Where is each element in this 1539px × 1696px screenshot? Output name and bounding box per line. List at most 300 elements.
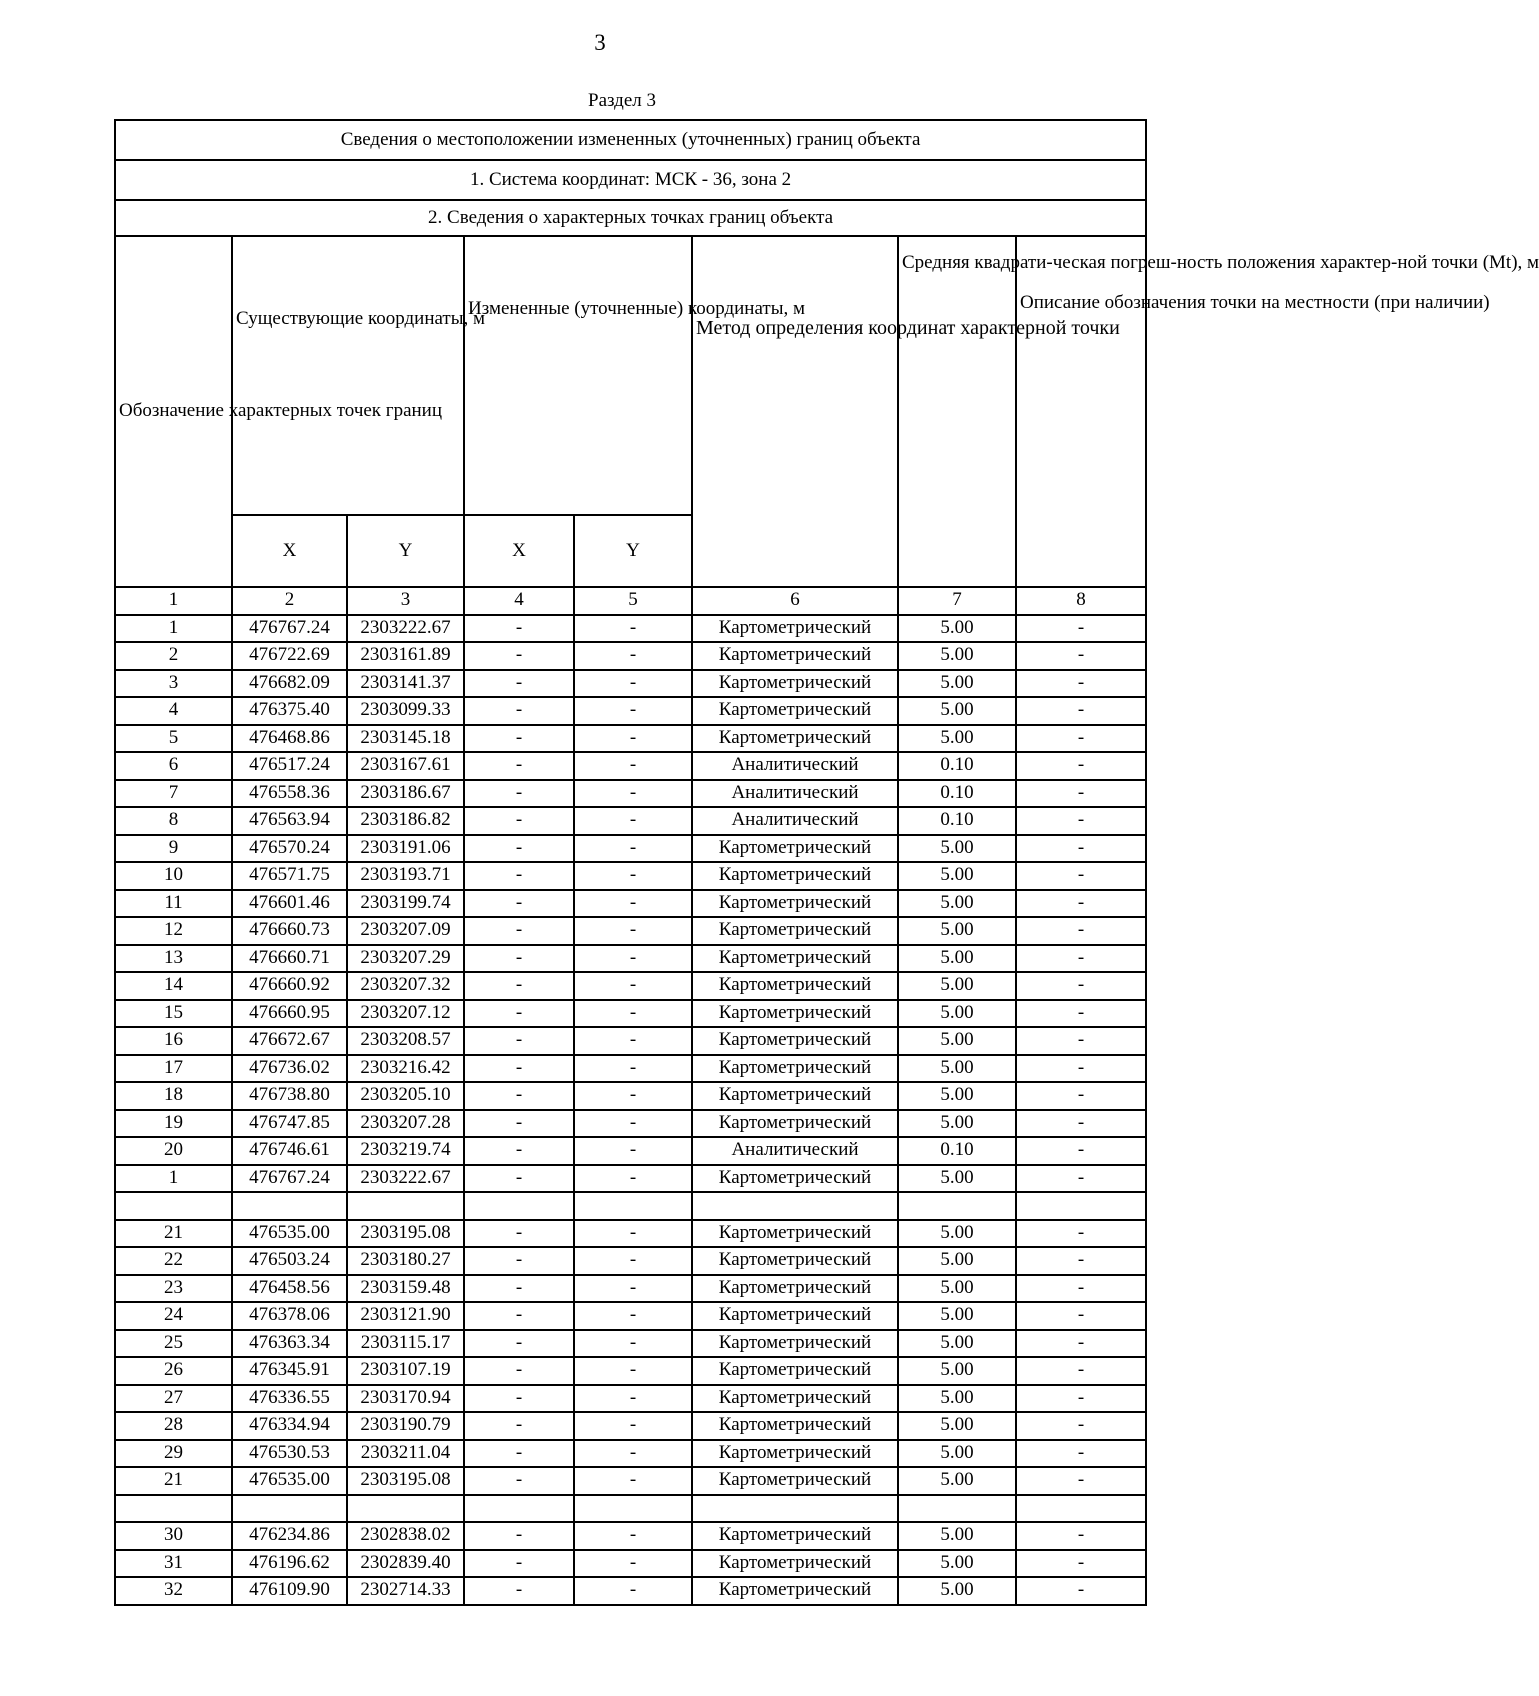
- method-cell: Картометрический: [692, 615, 898, 643]
- point-id-cell: 12: [115, 917, 232, 945]
- method-cell: Картометрический: [692, 1275, 898, 1303]
- method-cell: Аналитический: [692, 807, 898, 835]
- method-cell: Картометрический: [692, 642, 898, 670]
- description-cell: -: [1016, 1110, 1146, 1138]
- existing-y-cell: 2303167.61: [347, 752, 464, 780]
- header-row-1: [115, 236, 1146, 515]
- rms-error-cell: 5.00: [898, 1440, 1016, 1468]
- table-row: [115, 697, 1146, 725]
- table-row: [115, 1275, 1146, 1303]
- column-number: 1: [115, 587, 232, 615]
- changed-x-cell: -: [464, 1385, 574, 1413]
- changed-x-cell: -: [464, 972, 574, 1000]
- point-id-cell: 17: [115, 1055, 232, 1083]
- point-id-cell: 6: [115, 752, 232, 780]
- description-cell: -: [1016, 1467, 1146, 1495]
- point-id-cell: 20: [115, 1137, 232, 1165]
- point-id-cell: 25: [115, 1330, 232, 1358]
- changed-y-cell: -: [574, 917, 692, 945]
- column-number: 5: [574, 587, 692, 615]
- changed-y-cell: -: [574, 1000, 692, 1028]
- rms-error-cell: 5.00: [898, 1412, 1016, 1440]
- rms-error-cell: 5.00: [898, 1467, 1016, 1495]
- changed-x-cell: -: [464, 917, 574, 945]
- existing-x-cell: 476558.36: [232, 780, 347, 808]
- existing-y-cell: 2302839.40: [347, 1550, 464, 1578]
- changed-y-cell: -: [574, 615, 692, 643]
- changed-x-cell: -: [464, 1082, 574, 1110]
- method-cell: Картометрический: [692, 670, 898, 698]
- method-cell: Аналитический: [692, 752, 898, 780]
- method-cell: Картометрический: [692, 1550, 898, 1578]
- rms-error-cell: 5.00: [898, 1082, 1016, 1110]
- description-cell: -: [1016, 1027, 1146, 1055]
- existing-y-cell: 2303099.33: [347, 697, 464, 725]
- existing-y-cell: 2303145.18: [347, 725, 464, 753]
- rms-error-cell: 0.10: [898, 807, 1016, 835]
- existing-y-cell: 2303207.09: [347, 917, 464, 945]
- method-cell: Картометрический: [692, 1440, 898, 1468]
- existing-y-cell: 2303180.27: [347, 1247, 464, 1275]
- table-row: [115, 1302, 1146, 1330]
- existing-y-cell: 2303195.08: [347, 1467, 464, 1495]
- existing-x-cell: 476722.69: [232, 642, 347, 670]
- existing-y-cell: 2303115.17: [347, 1330, 464, 1358]
- table-row: [115, 1357, 1146, 1385]
- rms-error-cell: 5.00: [898, 1027, 1016, 1055]
- changed-x-cell: -: [464, 1440, 574, 1468]
- existing-x-cell: 476535.00: [232, 1220, 347, 1248]
- changed-x-cell: -: [464, 890, 574, 918]
- existing-x-cell: 476378.06: [232, 1302, 347, 1330]
- existing-x-cell: 476767.24: [232, 1165, 347, 1193]
- rms-error-cell: 5.00: [898, 835, 1016, 863]
- existing-y-cell: 2303121.90: [347, 1302, 464, 1330]
- changed-x-cell: -: [464, 1412, 574, 1440]
- existing-y-cell: 2303193.71: [347, 862, 464, 890]
- method-cell: Картометрический: [692, 1055, 898, 1083]
- existing-x-cell: 476334.94: [232, 1412, 347, 1440]
- method-cell: Картометрический: [692, 1165, 898, 1193]
- existing-y-cell: 2303205.10: [347, 1082, 464, 1110]
- header-changed-y: Y: [574, 515, 692, 587]
- method-cell: Картометрический: [692, 697, 898, 725]
- description-cell: -: [1016, 1412, 1146, 1440]
- method-cell: Картометрический: [692, 1247, 898, 1275]
- description-cell: [1016, 1495, 1146, 1523]
- existing-y-cell: 2303191.06: [347, 835, 464, 863]
- method-cell: Картометрический: [692, 1330, 898, 1358]
- changed-x-cell: -: [464, 615, 574, 643]
- point-id-cell: 4: [115, 697, 232, 725]
- existing-x-cell: 476660.92: [232, 972, 347, 1000]
- table-row: [115, 1137, 1146, 1165]
- existing-x-cell: 476234.86: [232, 1522, 347, 1550]
- rms-error-cell: 5.00: [898, 1055, 1016, 1083]
- point-id-cell: 5: [115, 725, 232, 753]
- method-cell: [692, 1495, 898, 1523]
- column-number: 3: [347, 587, 464, 615]
- point-id-cell: 16: [115, 1027, 232, 1055]
- rms-error-cell: 5.00: [898, 642, 1016, 670]
- existing-y-cell: 2303222.67: [347, 615, 464, 643]
- point-id-cell: 31: [115, 1550, 232, 1578]
- description-cell: -: [1016, 890, 1146, 918]
- description-cell: -: [1016, 1082, 1146, 1110]
- changed-y-cell: -: [574, 1357, 692, 1385]
- changed-x-cell: -: [464, 1577, 574, 1605]
- existing-x-cell: 476738.80: [232, 1082, 347, 1110]
- point-id-cell: 10: [115, 862, 232, 890]
- table-row: [115, 725, 1146, 753]
- rms-error-cell: 5.00: [898, 1110, 1016, 1138]
- point-id-cell: 9: [115, 835, 232, 863]
- changed-x-cell: -: [464, 642, 574, 670]
- existing-y-cell: 2303195.08: [347, 1220, 464, 1248]
- method-cell: Картометрический: [692, 1412, 898, 1440]
- point-id-cell: 32: [115, 1577, 232, 1605]
- existing-x-cell: 476571.75: [232, 862, 347, 890]
- changed-y-cell: -: [574, 752, 692, 780]
- existing-x-cell: 476601.46: [232, 890, 347, 918]
- changed-x-cell: -: [464, 862, 574, 890]
- existing-y-cell: 2303219.74: [347, 1137, 464, 1165]
- point-id-cell: 19: [115, 1110, 232, 1138]
- rms-error-cell: 5.00: [898, 1275, 1016, 1303]
- point-id-cell: 23: [115, 1275, 232, 1303]
- table-row: [115, 1247, 1146, 1275]
- existing-x-cell: 476660.71: [232, 945, 347, 973]
- changed-x-cell: -: [464, 1550, 574, 1578]
- method-cell: Картометрический: [692, 1577, 898, 1605]
- changed-x-cell: -: [464, 1357, 574, 1385]
- changed-x-cell: -: [464, 1137, 574, 1165]
- rms-error-cell: 5.00: [898, 890, 1016, 918]
- rms-error-cell: 5.00: [898, 1220, 1016, 1248]
- existing-y-cell: 2303216.42: [347, 1055, 464, 1083]
- page-number: 3: [594, 30, 606, 55]
- rms-error-cell: 5.00: [898, 1330, 1016, 1358]
- description-cell: -: [1016, 917, 1146, 945]
- existing-y-cell: 2303207.29: [347, 945, 464, 973]
- method-cell: Аналитический: [692, 1137, 898, 1165]
- existing-y-cell: 2303107.19: [347, 1357, 464, 1385]
- header-existing-coords: Существующие координаты, м: [232, 236, 464, 515]
- rms-error-cell: 5.00: [898, 1577, 1016, 1605]
- rms-error-cell: 5.00: [898, 1550, 1016, 1578]
- rms-error-cell: 5.00: [898, 1247, 1016, 1275]
- changed-y-cell: -: [574, 1247, 692, 1275]
- changed-y-cell: -: [574, 1467, 692, 1495]
- changed-y-cell: -: [574, 642, 692, 670]
- point-id-cell: 26: [115, 1357, 232, 1385]
- changed-y-cell: -: [574, 1165, 692, 1193]
- changed-y-cell: -: [574, 972, 692, 1000]
- existing-y-cell: 2303199.74: [347, 890, 464, 918]
- existing-x-cell: 476660.73: [232, 917, 347, 945]
- changed-y-cell: -: [574, 1275, 692, 1303]
- changed-y-cell: -: [574, 670, 692, 698]
- rms-error-cell: 5.00: [898, 972, 1016, 1000]
- changed-x-cell: -: [464, 780, 574, 808]
- table-row-separator: [115, 1192, 1146, 1220]
- changed-x-cell: -: [464, 1220, 574, 1248]
- existing-x-cell: 476503.24: [232, 1247, 347, 1275]
- rms-error-cell: 5.00: [898, 1357, 1016, 1385]
- changed-x-cell: -: [464, 1522, 574, 1550]
- points-header-row: [115, 200, 1146, 236]
- description-cell: -: [1016, 1577, 1146, 1605]
- description-cell: -: [1016, 1385, 1146, 1413]
- changed-x-cell: -: [464, 1247, 574, 1275]
- rms-error-cell: 5.00: [898, 945, 1016, 973]
- point-id-cell: 22: [115, 1247, 232, 1275]
- existing-x-cell: 476196.62: [232, 1550, 347, 1578]
- existing-y-cell: 2302714.33: [347, 1577, 464, 1605]
- existing-x-cell: 476746.61: [232, 1137, 347, 1165]
- existing-x-cell: 476363.34: [232, 1330, 347, 1358]
- changed-x-cell: -: [464, 1330, 574, 1358]
- table-row: [115, 1467, 1146, 1495]
- changed-y-cell: -: [574, 1385, 692, 1413]
- column-number-row: [115, 587, 1146, 615]
- table-row: [115, 780, 1146, 808]
- changed-x-cell: -: [464, 807, 574, 835]
- existing-x-cell: 476517.24: [232, 752, 347, 780]
- method-cell: Картометрический: [692, 945, 898, 973]
- point-id-cell: 30: [115, 1522, 232, 1550]
- rms-error-cell: 5.00: [898, 670, 1016, 698]
- table-row: [115, 945, 1146, 973]
- existing-x-cell: 476736.02: [232, 1055, 347, 1083]
- description-cell: -: [1016, 1357, 1146, 1385]
- header-point-designation: Обозначение характерных точек границ: [115, 236, 232, 587]
- changed-x-cell: -: [464, 1110, 574, 1138]
- changed-y-cell: -: [574, 1137, 692, 1165]
- changed-x-cell: -: [464, 1000, 574, 1028]
- existing-y-cell: 2303211.04: [347, 1440, 464, 1468]
- description-cell: [1016, 1192, 1146, 1220]
- changed-x-cell: -: [464, 670, 574, 698]
- existing-x-cell: 476563.94: [232, 807, 347, 835]
- changed-x-cell: -: [464, 1055, 574, 1083]
- changed-x-cell: -: [464, 752, 574, 780]
- point-id-cell: 27: [115, 1385, 232, 1413]
- rms-error-cell: 5.00: [898, 1165, 1016, 1193]
- table-row: [115, 835, 1146, 863]
- description-cell: -: [1016, 780, 1146, 808]
- changed-x-cell: [464, 1192, 574, 1220]
- point-id-cell: 24: [115, 1302, 232, 1330]
- changed-y-cell: -: [574, 807, 692, 835]
- changed-x-cell: -: [464, 725, 574, 753]
- changed-y-cell: -: [574, 945, 692, 973]
- existing-x-cell: 476336.55: [232, 1385, 347, 1413]
- existing-x-cell: 476747.85: [232, 1110, 347, 1138]
- changed-y-cell: -: [574, 725, 692, 753]
- existing-x-cell: 476767.24: [232, 615, 347, 643]
- header-point-description: Описание обозначения точки на местности (при наличии): [1016, 236, 1146, 587]
- changed-y-cell: -: [574, 1027, 692, 1055]
- table-title: Сведения о местоположении измененных (уточненных) границ объекта: [115, 120, 1146, 160]
- point-id-cell: 8: [115, 807, 232, 835]
- point-id-cell: 13: [115, 945, 232, 973]
- existing-y-cell: 2303141.37: [347, 670, 464, 698]
- changed-y-cell: -: [574, 1330, 692, 1358]
- description-cell: -: [1016, 1440, 1146, 1468]
- existing-y-cell: 2303190.79: [347, 1412, 464, 1440]
- coord-system-text: 1. Система координат: МСК - 36, зона 2: [115, 160, 1146, 200]
- table-row: [115, 1440, 1146, 1468]
- method-cell: Картометрический: [692, 862, 898, 890]
- rms-error-cell: 5.00: [898, 917, 1016, 945]
- method-cell: Аналитический: [692, 780, 898, 808]
- point-id-cell: 1: [115, 615, 232, 643]
- point-id-cell: 29: [115, 1440, 232, 1468]
- existing-x-cell: 476458.56: [232, 1275, 347, 1303]
- changed-y-cell: -: [574, 1440, 692, 1468]
- header-rms-error: Средняя квадрати-ческая погреш-ность положения характер-ной точки (Mt), м: [898, 236, 1016, 587]
- method-cell: Картометрический: [692, 1220, 898, 1248]
- existing-y-cell: 2303170.94: [347, 1385, 464, 1413]
- table-row: [115, 1055, 1146, 1083]
- column-number: 6: [692, 587, 898, 615]
- table-row: [115, 1000, 1146, 1028]
- method-cell: Картометрический: [692, 1110, 898, 1138]
- table-row: [115, 1412, 1146, 1440]
- changed-y-cell: [574, 1495, 692, 1523]
- existing-x-cell: [232, 1495, 347, 1523]
- method-cell: Картометрический: [692, 917, 898, 945]
- description-cell: -: [1016, 697, 1146, 725]
- method-cell: Картометрический: [692, 1027, 898, 1055]
- description-cell: -: [1016, 1137, 1146, 1165]
- table-row: [115, 752, 1146, 780]
- table-row: [115, 917, 1146, 945]
- changed-y-cell: -: [574, 1577, 692, 1605]
- rms-error-cell: 0.10: [898, 752, 1016, 780]
- table-row: [115, 1082, 1146, 1110]
- table-row: [115, 1027, 1146, 1055]
- description-cell: -: [1016, 945, 1146, 973]
- table-row: [115, 1550, 1146, 1578]
- description-cell: -: [1016, 1302, 1146, 1330]
- changed-y-cell: [574, 1192, 692, 1220]
- point-id-cell: 15: [115, 1000, 232, 1028]
- point-id-cell: 1: [115, 1165, 232, 1193]
- existing-y-cell: 2303222.67: [347, 1165, 464, 1193]
- rms-error-cell: 0.10: [898, 1137, 1016, 1165]
- description-cell: -: [1016, 1522, 1146, 1550]
- description-cell: -: [1016, 642, 1146, 670]
- method-cell: Картометрический: [692, 972, 898, 1000]
- existing-y-cell: 2303208.57: [347, 1027, 464, 1055]
- method-cell: Картометрический: [692, 1302, 898, 1330]
- existing-y-cell: 2303207.32: [347, 972, 464, 1000]
- table-body: [115, 120, 1539, 1605]
- existing-y-cell: 2303186.67: [347, 780, 464, 808]
- changed-x-cell: -: [464, 1027, 574, 1055]
- table-row: [115, 1522, 1146, 1550]
- existing-y-cell: [347, 1192, 464, 1220]
- method-cell: [692, 1192, 898, 1220]
- existing-y-cell: 2303159.48: [347, 1275, 464, 1303]
- method-cell: Картометрический: [692, 890, 898, 918]
- point-id-cell: [115, 1495, 232, 1523]
- table-title-row: [115, 120, 1146, 160]
- existing-y-cell: 2303161.89: [347, 642, 464, 670]
- changed-x-cell: -: [464, 697, 574, 725]
- existing-x-cell: 476535.00: [232, 1467, 347, 1495]
- method-cell: Картометрический: [692, 1522, 898, 1550]
- existing-y-cell: 2302838.02: [347, 1522, 464, 1550]
- method-cell: Картометрический: [692, 1357, 898, 1385]
- header-method: Метод определения координат характерной точки: [692, 236, 898, 587]
- table-row: [115, 862, 1146, 890]
- existing-x-cell: 476682.09: [232, 670, 347, 698]
- changed-x-cell: -: [464, 945, 574, 973]
- rms-error-cell: 5.00: [898, 862, 1016, 890]
- description-cell: -: [1016, 1000, 1146, 1028]
- changed-y-cell: -: [574, 697, 692, 725]
- changed-y-cell: -: [574, 835, 692, 863]
- changed-x-cell: -: [464, 835, 574, 863]
- method-cell: Картометрический: [692, 1082, 898, 1110]
- coord-system-row: [115, 160, 1146, 200]
- changed-x-cell: -: [464, 1165, 574, 1193]
- table-row: [115, 1385, 1146, 1413]
- point-id-cell: 11: [115, 890, 232, 918]
- existing-y-cell: 2303186.82: [347, 807, 464, 835]
- point-id-cell: 28: [115, 1412, 232, 1440]
- changed-y-cell: -: [574, 1550, 692, 1578]
- rms-error-cell: 5.00: [898, 1385, 1016, 1413]
- column-number: 4: [464, 587, 574, 615]
- existing-x-cell: 476468.86: [232, 725, 347, 753]
- points-header-text: 2. Сведения о характерных точках границ объекта: [115, 200, 1146, 236]
- table-row: [115, 1165, 1146, 1193]
- description-cell: -: [1016, 1330, 1146, 1358]
- changed-y-cell: -: [574, 1522, 692, 1550]
- description-cell: -: [1016, 670, 1146, 698]
- table-row: [115, 972, 1146, 1000]
- point-id-cell: 21: [115, 1220, 232, 1248]
- point-id-cell: 3: [115, 670, 232, 698]
- rms-error-cell: [898, 1192, 1016, 1220]
- description-cell: -: [1016, 1247, 1146, 1275]
- description-cell: -: [1016, 1165, 1146, 1193]
- description-cell: -: [1016, 725, 1146, 753]
- changed-x-cell: [464, 1495, 574, 1523]
- description-cell: -: [1016, 1055, 1146, 1083]
- point-id-cell: 14: [115, 972, 232, 1000]
- existing-x-cell: 476109.90: [232, 1577, 347, 1605]
- existing-x-cell: 476530.53: [232, 1440, 347, 1468]
- existing-y-cell: 2303207.28: [347, 1110, 464, 1138]
- description-cell: -: [1016, 972, 1146, 1000]
- changed-y-cell: -: [574, 1110, 692, 1138]
- existing-x-cell: 476570.24: [232, 835, 347, 863]
- rms-error-cell: 5.00: [898, 1302, 1016, 1330]
- table-row: [115, 642, 1146, 670]
- method-cell: Картометрический: [692, 835, 898, 863]
- changed-y-cell: -: [574, 890, 692, 918]
- rms-error-cell: [898, 1495, 1016, 1523]
- existing-y-cell: 2303207.12: [347, 1000, 464, 1028]
- table-row: [115, 670, 1146, 698]
- rms-error-cell: 5.00: [898, 1000, 1016, 1028]
- changed-y-cell: -: [574, 1055, 692, 1083]
